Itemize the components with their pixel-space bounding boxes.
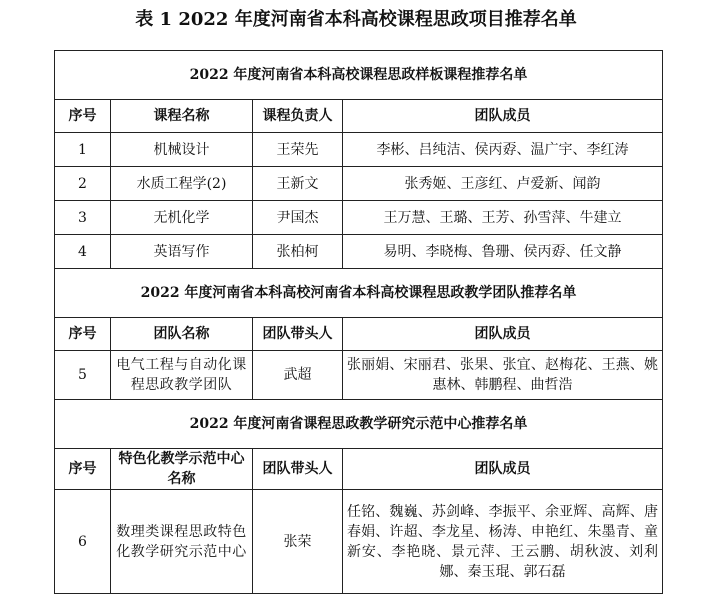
course-name: 无机化学 bbox=[111, 201, 253, 235]
course-leader: 张柏柯 bbox=[253, 235, 343, 269]
row-number: 4 bbox=[55, 235, 111, 269]
col-header-members: 团队成员 bbox=[343, 318, 663, 351]
col-header-team-name: 团队名称 bbox=[111, 318, 253, 351]
team-leader: 武超 bbox=[253, 351, 343, 400]
team-members: 张秀姬、王彦红、卢爱新、闻韵 bbox=[343, 167, 663, 201]
table-caption: 表 1 2022 年度河南省本科高校课程思政项目推荐名单 bbox=[135, 9, 577, 30]
col-header-center-name: 特色化教学示范中心名称 bbox=[111, 449, 253, 490]
recommendation-table bbox=[54, 50, 663, 594]
header-row bbox=[55, 318, 663, 351]
team-members: 李彬、吕纯洁、侯丙孬、温广宇、李红涛 bbox=[343, 133, 663, 167]
col-header-no: 序号 bbox=[55, 449, 111, 490]
col-header-leader: 课程负责人 bbox=[253, 100, 343, 133]
header-row bbox=[55, 449, 663, 490]
col-header-leader: 团队带头人 bbox=[253, 449, 343, 490]
section-heading-research-centers: 2022 年度河南省课程思政教学研究示范中心推荐名单 bbox=[55, 400, 663, 449]
col-header-leader: 团队带头人 bbox=[253, 318, 343, 351]
row-number: 3 bbox=[55, 201, 111, 235]
course-leader: 王新文 bbox=[253, 167, 343, 201]
team-members: 易明、李晓梅、鲁珊、侯丙孬、任文静 bbox=[343, 235, 663, 269]
row-number: 1 bbox=[55, 133, 111, 167]
team-name: 电气工程与自动化课程思政教学团队 bbox=[111, 351, 253, 400]
table-row bbox=[55, 133, 663, 167]
section-heading-model-courses: 2022 年度河南省本科高校课程思政样板课程推荐名单 bbox=[55, 51, 663, 100]
center-name: 数理类课程思政特色化教学研究示范中心 bbox=[111, 490, 253, 594]
table-row bbox=[55, 167, 663, 201]
section-heading-row bbox=[55, 269, 663, 318]
col-header-no: 序号 bbox=[55, 318, 111, 351]
course-leader: 尹国杰 bbox=[253, 201, 343, 235]
col-header-members: 团队成员 bbox=[343, 100, 663, 133]
section-heading-teaching-teams: 2022 年度河南省本科高校河南省本科高校课程思政教学团队推荐名单 bbox=[55, 269, 663, 318]
team-members: 张丽娟、宋丽君、张果、张宜、赵梅花、王燕、姚惠林、韩鹏程、曲哲浩 bbox=[343, 351, 663, 400]
center-leader: 张荣 bbox=[253, 490, 343, 594]
section-heading-row bbox=[55, 400, 663, 449]
col-header-no: 序号 bbox=[55, 100, 111, 133]
table-row bbox=[55, 235, 663, 269]
course-name: 英语写作 bbox=[111, 235, 253, 269]
row-number: 6 bbox=[55, 490, 111, 594]
row-number: 5 bbox=[55, 351, 111, 400]
team-members: 王万慧、王璐、王芳、孙雪萍、牛建立 bbox=[343, 201, 663, 235]
team-members: 任铭、魏巍、苏剑峰、李振平、余亚辉、高辉、唐春娟、许超、李龙星、杨涛、申艳红、朱墨青、童新安、李艳晓、景元萍、王云鹏、胡秋波、刘利娜、秦玉琨、郭石磊 bbox=[343, 490, 663, 594]
table-row bbox=[55, 201, 663, 235]
table-row bbox=[55, 490, 663, 594]
course-name: 水质工程学(2) bbox=[111, 167, 253, 201]
section-heading-row bbox=[55, 51, 663, 100]
col-header-course-name: 课程名称 bbox=[111, 100, 253, 133]
table-row bbox=[55, 351, 663, 400]
header-row bbox=[55, 100, 663, 133]
col-header-members: 团队成员 bbox=[343, 449, 663, 490]
course-name: 机械设计 bbox=[111, 133, 253, 167]
course-leader: 王荣先 bbox=[253, 133, 343, 167]
row-number: 2 bbox=[55, 167, 111, 201]
